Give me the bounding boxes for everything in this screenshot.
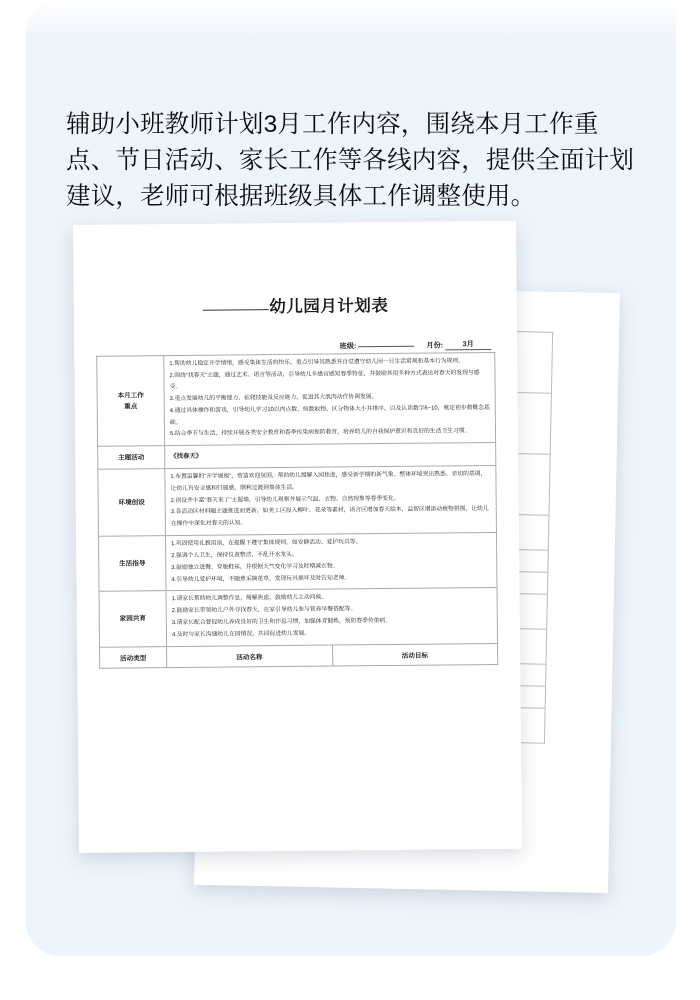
plan-row-item: 2.创设并丰富“春天来了”主题墙，引导幼儿观察并展示气温、衣物、自然现象等春季变化。 — [170, 495, 400, 504]
plan-row-item: 5.结合季节与生活，持续开展各类安全教育和春季传染病预防教育，培养幼儿的自我保护意识和良好的生活卫生习惯。 — [169, 428, 471, 438]
monthly-plan-table — [96, 352, 498, 669]
plan-row-item: 1.巩固使用礼貌用语，在提醒下遵守集体规则，如安静活动、爱护玩具等。 — [171, 539, 362, 547]
plan-row-item: 2.强调个人卫生，保持仪表整洁，不乱开水龙头。 — [171, 551, 298, 559]
plan-row-content — [165, 443, 496, 469]
plan-row-label: 生活指导 — [98, 535, 166, 591]
plan-row-label: 环境创设 — [98, 469, 166, 536]
document-title — [74, 291, 517, 319]
plan-footer-header-cell: 活动目标 — [332, 643, 498, 666]
plan-table-row — [98, 532, 497, 591]
title-blank-line — [202, 309, 268, 311]
month-label: 月份: — [426, 340, 444, 350]
plan-row-label: 家园共育 — [99, 591, 167, 647]
plan-row-content — [164, 352, 496, 446]
plan-row-label: 本月工作 重点 — [97, 356, 165, 447]
page-headline: 辅助小班教师计划3月工作内容，围绕本月工作重点、节日活动、家长工作等各线内容，提供全面计划建议，老师可根据班级具体工作调整使用。 — [66, 111, 635, 210]
plan-row-item: 《找春天》 — [170, 453, 203, 461]
document-meta-row — [340, 339, 492, 351]
plan-row-item: 3.请家长配合督促幼儿养成良好的卫生和作息习惯，加强体育锻炼，预防春季传染病。 — [171, 618, 392, 627]
class-label: 班级: — [339, 341, 357, 351]
plan-table-row — [98, 466, 497, 536]
plan-table-row — [99, 588, 498, 647]
plan-row-content — [165, 532, 497, 591]
plan-row-item: 2.鼓励家长带领幼儿户外寻找春天，在家引导幼儿参与营养早餐搭配等。 — [171, 606, 357, 615]
plan-row-content — [166, 588, 498, 647]
plan-row-item: 4.引导幼儿爱护环境，不随意采摘花草，发现玩具损坏及时告知老师。 — [171, 574, 351, 583]
plan-row-item: 3.鼓励独立进餐、穿脱鞋袜，并根据天气变化学习及时增减衣物。 — [171, 563, 339, 571]
plan-table-row — [97, 352, 496, 446]
document-body — [73, 221, 522, 853]
plan-row-item: 3.重点发展幼儿的平衡能力、钻爬技能及反应能力，促进其大肌肉动作协调发展。 — [169, 394, 378, 403]
class-value-line — [358, 346, 414, 348]
card-top-fade — [26, 0, 676, 40]
plan-footer-header-cell: 活动名称 — [167, 645, 333, 668]
plan-row-item: 1.请家长帮助幼儿调整作息，缓解焦虑，鼓励幼儿主动问候。 — [171, 594, 328, 603]
plan-footer-header-cell: 活动类型 — [100, 647, 167, 669]
plan-row-item: 1.布置温馨的“开学展板”，营造欢迎氛围，帮助幼儿缓解入园焦虑，感受新学期的新气象。整体环境突出熟悉、亲切的基调，让幼儿有安全感和归属感，顺利过渡到集体生活。 — [170, 471, 487, 492]
plan-footer-header-row — [100, 643, 498, 668]
monthly-plan-document — [73, 221, 522, 853]
plan-row-item: 4.通过具体操作和游戏，引导幼儿学习10以内点数、按数取物、区分物体大小并排序，以及认读数字6~10，奠定初步数概念基础。 — [169, 405, 490, 426]
plan-row-item: 2.围绕“找春天”主题，通过艺术、语言等活动，引导幼儿多感官感知春季特征，并鼓励其用多种方式表达对春天的发现与感受。 — [169, 370, 480, 391]
plan-row-label: 主题活动 — [98, 446, 165, 470]
plan-row-content — [165, 466, 497, 536]
plan-row-item: 3.各活动区材料随主题推进而更新，如美工区投入柳叶、花朵等素材，语言区增加春天绘本，益智区增添动植物拼图，让幼儿在操作中深化对春天的认知。 — [170, 506, 489, 527]
month-value: 3月 — [445, 339, 491, 350]
document-title-text: 幼儿园月计划表 — [269, 296, 389, 317]
plan-row-item: 1.帮助幼儿稳定开学情绪，感受集体生活的快乐，重点引导其熟悉并自觉遵守幼儿园一日生活常规和基本行为规则。 — [169, 358, 465, 368]
plan-row-item: 4.及时与家长沟通幼儿在园情况，共同促进幼儿发展。 — [171, 630, 311, 639]
